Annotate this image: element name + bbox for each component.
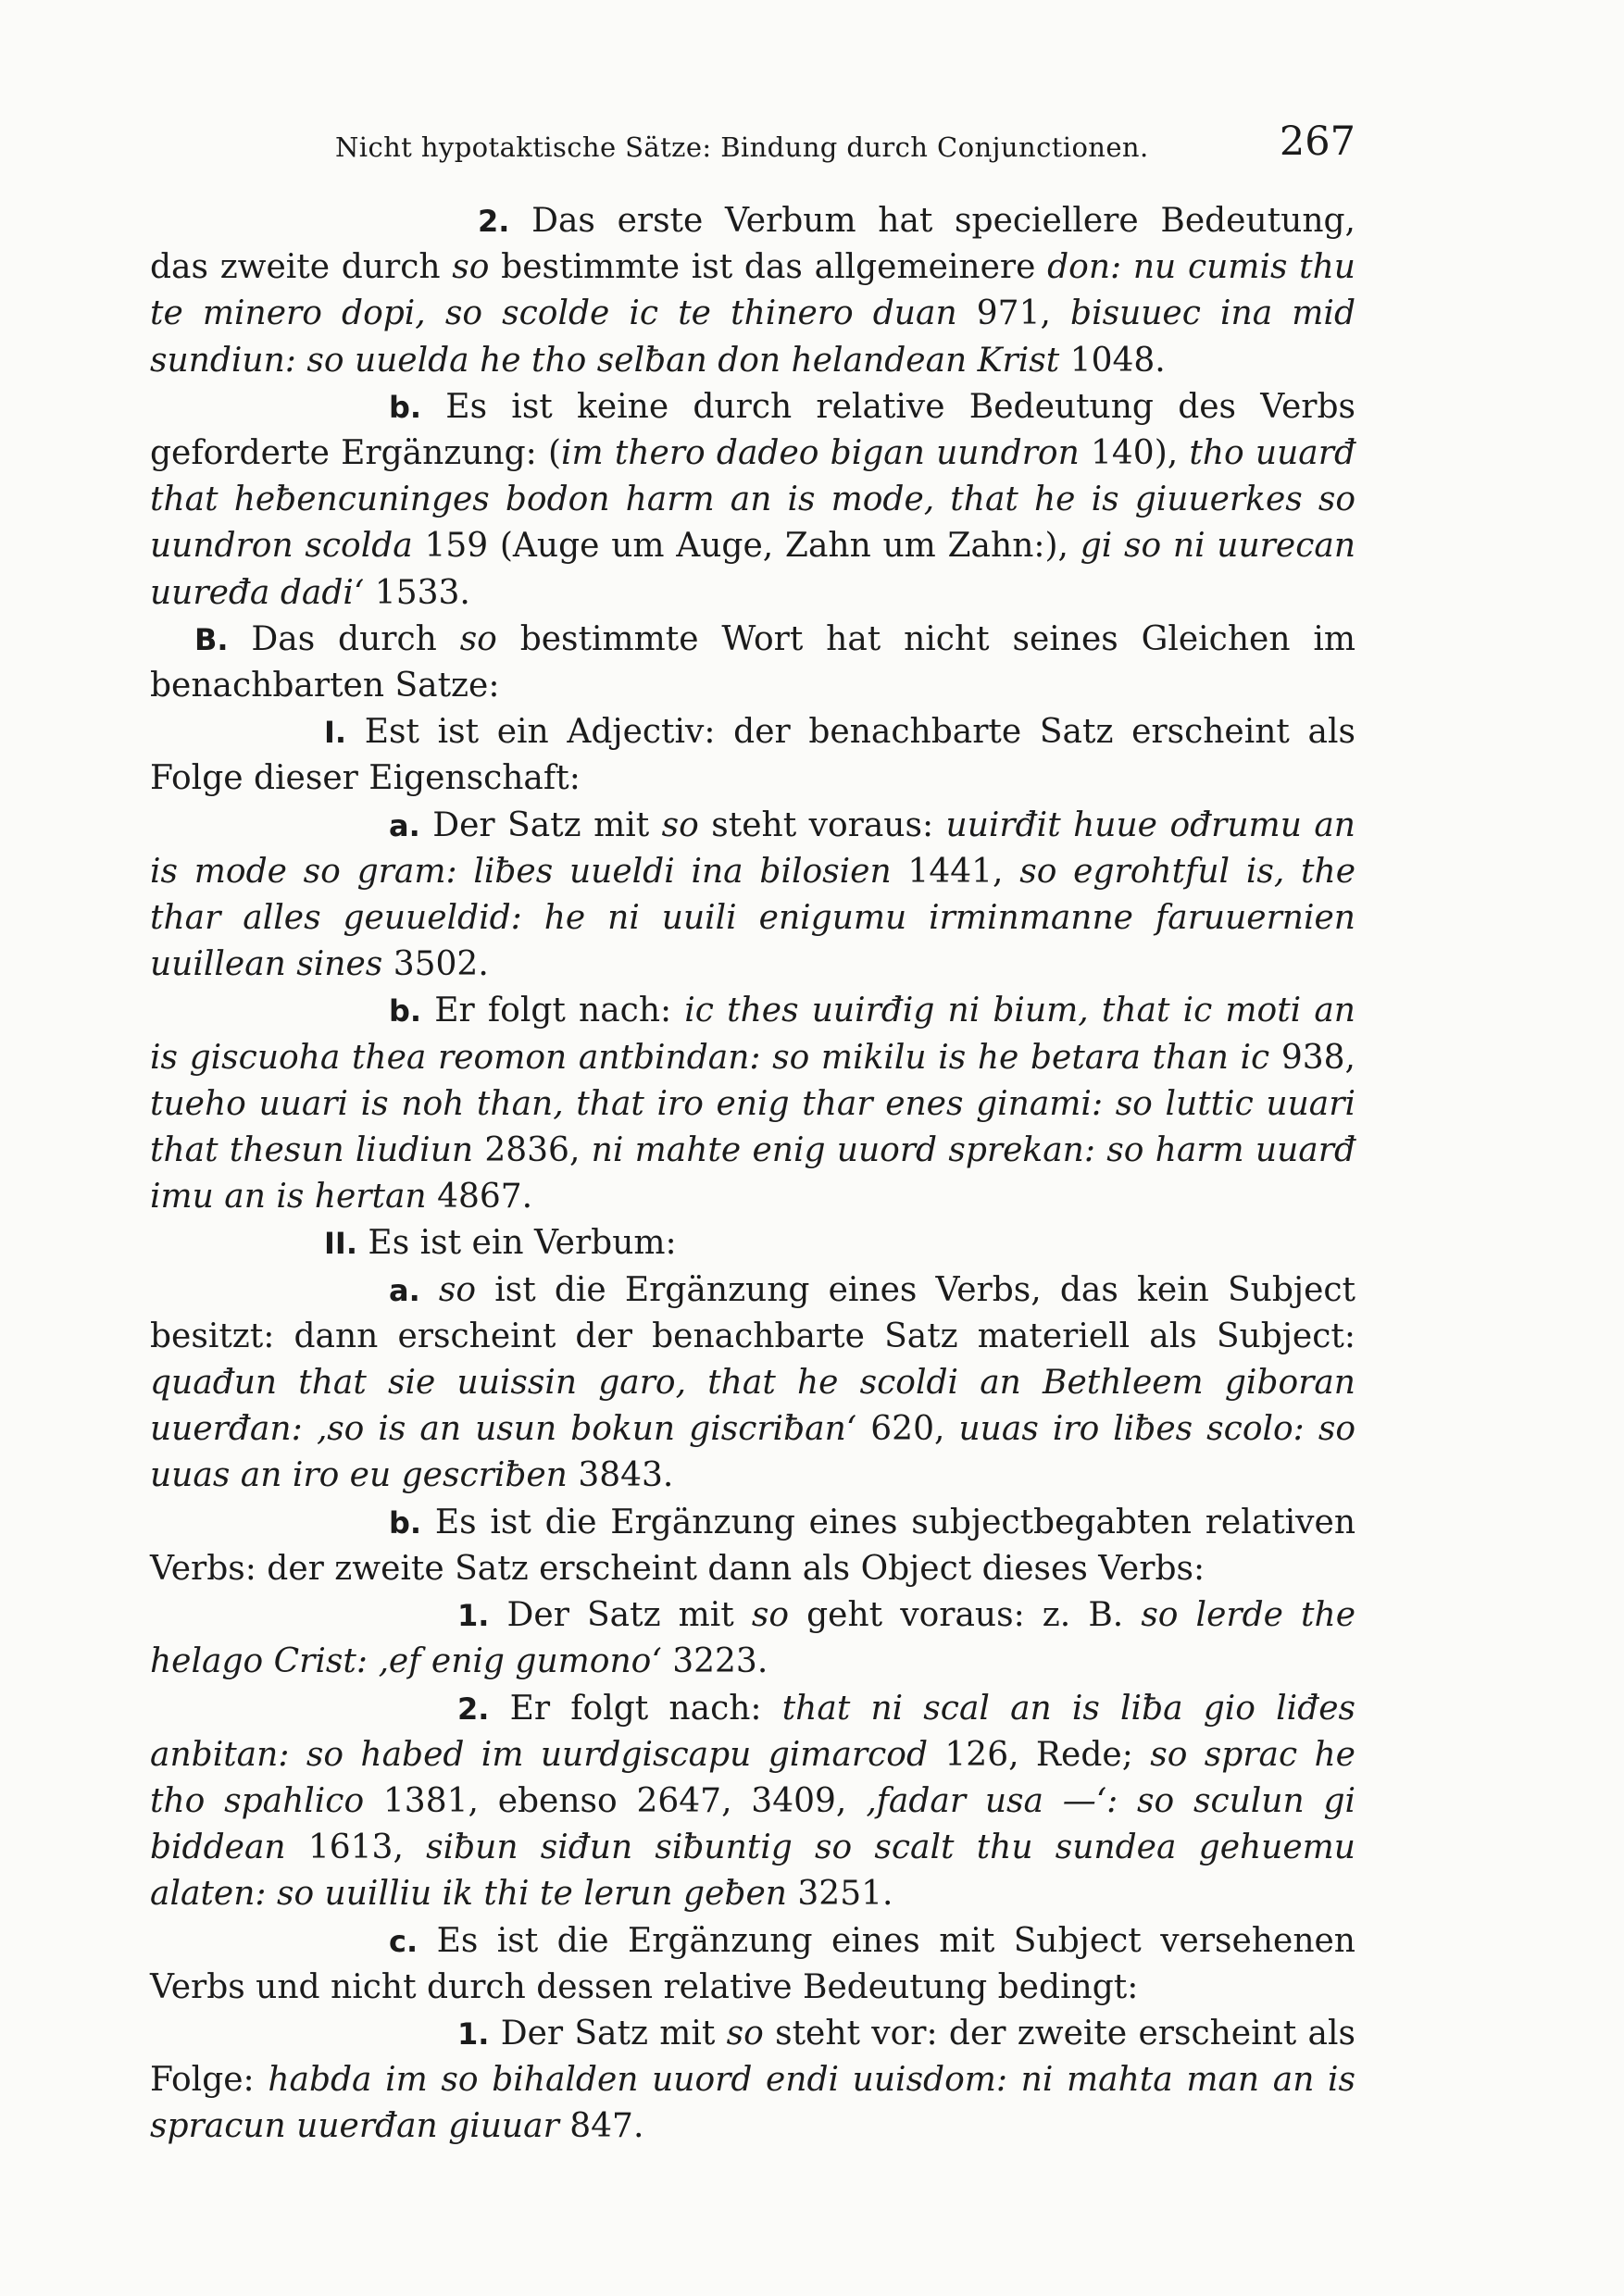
section-marker: 2. (478, 204, 510, 239)
italic-text: so (438, 1270, 477, 1309)
italic-text: so (661, 805, 699, 844)
italic-text: ni mahte enig uuord sprekan: so harm uuarđ imu an is hertan (150, 1131, 1356, 1217)
paragraph (150, 617, 1355, 709)
section-marker: b. (389, 1504, 422, 1541)
italic-text: uuirđit huue ođrumu an is mode so gram: liƀes uueldi ina bilosien (150, 805, 1355, 891)
text-segment: 3843. (567, 1456, 674, 1495)
paragraph (150, 1500, 1355, 1592)
italic-text: im thero dadeo bigan uundron (561, 434, 1080, 473)
italic-text: that ni scal an is liƀa gio liđes anbitan: so habed im uurdgiscapu gimarcod (150, 1689, 1355, 1774)
italic-text: uuas iro liƀes scolo: so uuas an iro eu gescriƀen (150, 1410, 1356, 1495)
running-title: Nicht hypotaktische Sätze: Bindung durch Conjunctionen. (335, 131, 1149, 163)
text-segment: 3502. (382, 945, 489, 984)
italic-text: tueho uuari is noh than, that iro enig thar enes ginami: so luttic uuari that thesun liudiun (150, 1084, 1355, 1170)
italic-text: ic thes uuirđig ni bium, that ic moti an is giscuoha thea reomon antbindan: so mikilu is he betara than ic (150, 992, 1355, 1077)
section-marker: II. (324, 1226, 357, 1262)
paragraph (150, 1918, 1355, 2011)
italic-text: habda im so bihalden uuord endi uuisdom: ni mahta man an is spracun uuerđan giuuar (150, 2061, 1355, 2146)
text-segment: 140), (1079, 434, 1190, 473)
text-segment: Der Satz mit (489, 1596, 752, 1635)
text-segment: Der Satz mit (419, 805, 662, 844)
text-segment: Es ist die Ergänzung eines subjectbegabten relativen Verbs: der zweite Satz erscheint dann als Object dieses Verbs: (150, 1503, 1355, 1588)
text-segment: Das durch (228, 619, 460, 658)
section-marker: 2. (457, 1691, 490, 1727)
text-segment: 847. (558, 2107, 644, 2146)
text-segment: Er folgt nach: (489, 1689, 782, 1728)
text-segment: bestimmte ist das allgemeinere (489, 248, 1048, 287)
page-number: 267 (1279, 119, 1355, 165)
paragraph (150, 1686, 1355, 1918)
body-text (150, 198, 1355, 2151)
text-segment: 3223. (661, 1642, 768, 1681)
paragraph (150, 988, 1355, 1220)
text-segment (420, 1271, 439, 1309)
section-marker: b. (389, 389, 422, 425)
text-segment: 1533. (364, 573, 470, 612)
text-segment: 2836, (473, 1131, 592, 1170)
paragraph (150, 1592, 1355, 1685)
text-segment: steht vor: der zweite erscheint als Folge: (150, 2014, 1355, 2100)
text-segment: 159 (Auge um Auge, Zahn um Zahn:), (412, 527, 1081, 566)
page-header (150, 119, 1355, 174)
text-segment: Der Satz mit (489, 2014, 727, 2053)
text-segment: 4867. (426, 1178, 533, 1217)
section-marker: c. (389, 1923, 418, 1959)
italic-text: don: nu cumis thu te minero dopi, so scolde ic te thinero duan (150, 248, 1355, 333)
section-marker: 1. (457, 2015, 490, 2052)
paragraph (150, 384, 1355, 617)
paragraph (150, 1220, 1355, 1267)
section-marker: b. (389, 993, 422, 1029)
text-segment: 1381, ebenso 2647, 3409, (364, 1781, 867, 1820)
text-segment: Est ist ein Adjectiv: der benachbarte Satz erscheint als Folge dieser Eigenschaft: (150, 713, 1355, 798)
text-segment: 971, (956, 294, 1071, 333)
italic-text: so (459, 619, 497, 658)
italic-text: so (452, 248, 490, 287)
paragraph (150, 1267, 1355, 1500)
text-segment: Das erste Verbum hat speciellere Bedeutung, das zweite durch (150, 202, 1355, 287)
italic-text: ‚fadar usa —‘: so sculun gi biddean (150, 1781, 1355, 1867)
italic-text: so (751, 1596, 790, 1635)
section-marker: 1. (457, 1598, 490, 1634)
text-segment: 126, Rede; (928, 1735, 1151, 1774)
text-segment: Es ist ein Verbum: (356, 1224, 677, 1263)
text-segment: Es ist die Ergänzung eines mit Subject versehenen Verbs und nicht durch dessen relative Bedeutung bedingt: (150, 1921, 1355, 2006)
text-segment: 1048. (1059, 341, 1166, 380)
italic-text: quađun that sie uuissin garo, that he scoldi an Bethleem giboran uuerđan: ‚so is an usun bokun giscriƀan‘ (150, 1364, 1355, 1449)
text-segment: 620, (856, 1410, 959, 1449)
text-segment: 938, (1269, 1038, 1355, 1077)
text-segment: 1613, (285, 1828, 427, 1867)
italic-text: tho uuarđ that heƀencuninges bodon harm an is mode, that he is giuuerkes so uundron scolda (150, 434, 1356, 566)
italic-text: so (726, 2014, 764, 2053)
italic-text: siƀun siđun siƀuntig so scalt thu sundea gehuemu alaten: so uuilliu ik thi te lerun geƀen (150, 1828, 1355, 1914)
section-marker: a. (389, 807, 420, 843)
italic-text: so egrohtful is, the thar alles geuueldid: he ni uuili enigumu irminmanne faruuernien uuillean sines (150, 852, 1355, 984)
text-segment: ist die Ergänzung eines Verbs, das kein Subject besitzt: dann erscheint der benachbarte Satz materiell als Subject: (150, 1270, 1355, 1355)
section-marker: B. (194, 621, 229, 657)
section-marker: a. (389, 1272, 420, 1308)
italic-text: gi so ni uurecan uuređa dadi‘ (150, 527, 1355, 612)
text-segment: 3251. (786, 1875, 893, 1914)
paragraph (150, 803, 1355, 989)
paragraph (150, 198, 1355, 384)
text-segment: 1441, (891, 852, 1020, 891)
text-segment: Er folgt nach: (421, 992, 685, 1030)
paragraph (150, 709, 1355, 802)
section-marker: I. (324, 715, 347, 751)
text-segment: geht voraus: z. B. (789, 1596, 1142, 1635)
italic-text: bisuuec ina mid sundiun: so uuelda he tho selƀan don helandean Krist (150, 294, 1355, 380)
text-segment: Es ist keine durch relative Bedeutung des Verbs geforderte Ergänzung: ( (150, 387, 1355, 473)
text-segment: steht voraus: (698, 805, 946, 844)
italic-text: so lerde the helago Crist: ‚ef enig gumono‘ (150, 1596, 1355, 1681)
italic-text: so sprac he tho spahlico (150, 1735, 1355, 1820)
text-segment: bestimmte Wort hat nicht seines Gleichen im benachbarten Satze: (150, 619, 1356, 705)
paragraph (150, 2011, 1355, 2151)
